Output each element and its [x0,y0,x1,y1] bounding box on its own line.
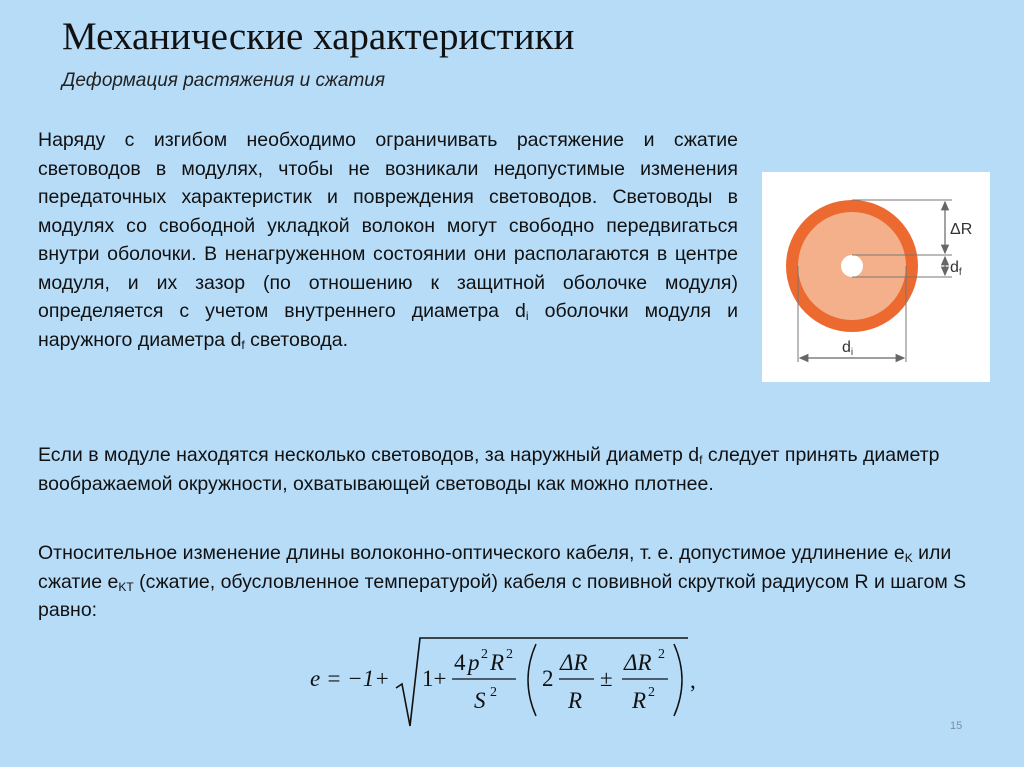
paragraph-3 [38,539,978,625]
formula-p-exp: 2 [481,647,488,662]
p3-sub-kt: KT [118,579,134,594]
label-d-i-sub: i [850,347,854,358]
p1-text-a: Наряду с изгибом необходимо ограничивать растяжение и сжатие световодов в модулях, чтобы не возникали недопустимые изменения передаточных характеристик и повреждения световодов. Световоды в модулях со свободной укладкой волокон могут свободно передвигаться внутри оболочки. В ненагруженном состоянии они располагаются в центре модуля, и их зазор (по отношению к защитной оболочке модуля) определяется с учетом внутреннего диаметра d [38,129,738,322]
label-d-f: d [950,259,959,276]
slide-subtitle: Деформация растяжения и сжатия [62,70,385,91]
formula-pm: ± [600,666,613,691]
p1-text-b: оболочки модуля и наружного диаметра d [38,300,739,351]
svg-text:di [842,339,853,358]
p2-text-b: следует принять диаметр воображаемой окружности, охватывающей световоды как можно плотнее. [38,444,940,495]
p1-sub-f: f [241,337,245,352]
paragraph-1 [38,126,738,354]
formula-svg [298,630,708,730]
formula-two: 2 [542,666,554,691]
fiber-module-diagram [762,172,990,382]
formula-p: p [468,650,480,675]
slide-title: Механические характеристики [62,15,575,58]
formula-lhs: e = −1+ [310,666,390,691]
p2-sub-f: f [699,453,703,467]
formula-comma: , [690,668,696,693]
p1-text-c: световода. [244,328,349,351]
formula-delta-r-2: ΔR [624,650,652,675]
label-d-i: d [842,339,851,356]
formula-r2-den: R [632,688,647,713]
formula-s: S [474,688,486,713]
formula-num-coef: 4 [454,650,466,675]
p1-sub-i: i [525,309,529,323]
p2-text-a: Если в модуле находятся несколько световодов, за наружный диаметр d [38,444,700,466]
formula-s-exp: 2 [490,685,497,700]
formula-delta-r-1: ΔR [560,650,588,675]
page-number: 15 [950,720,963,732]
p3-text-b: или сжатие e [38,542,952,593]
fiber-module-svg [762,172,990,382]
label-d-f-sub: f [958,267,962,278]
formula-r2-exp: 2 [648,685,655,700]
label-delta-r: ΔR [950,221,973,238]
formula-r: R [490,650,505,675]
formula-r-exp: 2 [506,647,513,662]
p3-text-a: Относительное изменение длины волоконно-оптического кабеля, т. е. допустимое удлинение e [38,542,905,564]
formula-one-plus: 1+ [422,666,447,691]
p3-sub-k: K [904,551,913,565]
p3-text-c: (сжатие, обусловленное температурой) кабеля с повивной скруткой радиусом R и шагом S равно: [38,570,967,621]
formula-r-den: R [568,688,583,713]
paragraph-2 [38,441,978,498]
fiber-core [841,255,863,277]
elongation-formula [298,630,708,730]
svg-text:df [950,259,962,278]
formula-delta-r-exp: 2 [658,647,665,662]
